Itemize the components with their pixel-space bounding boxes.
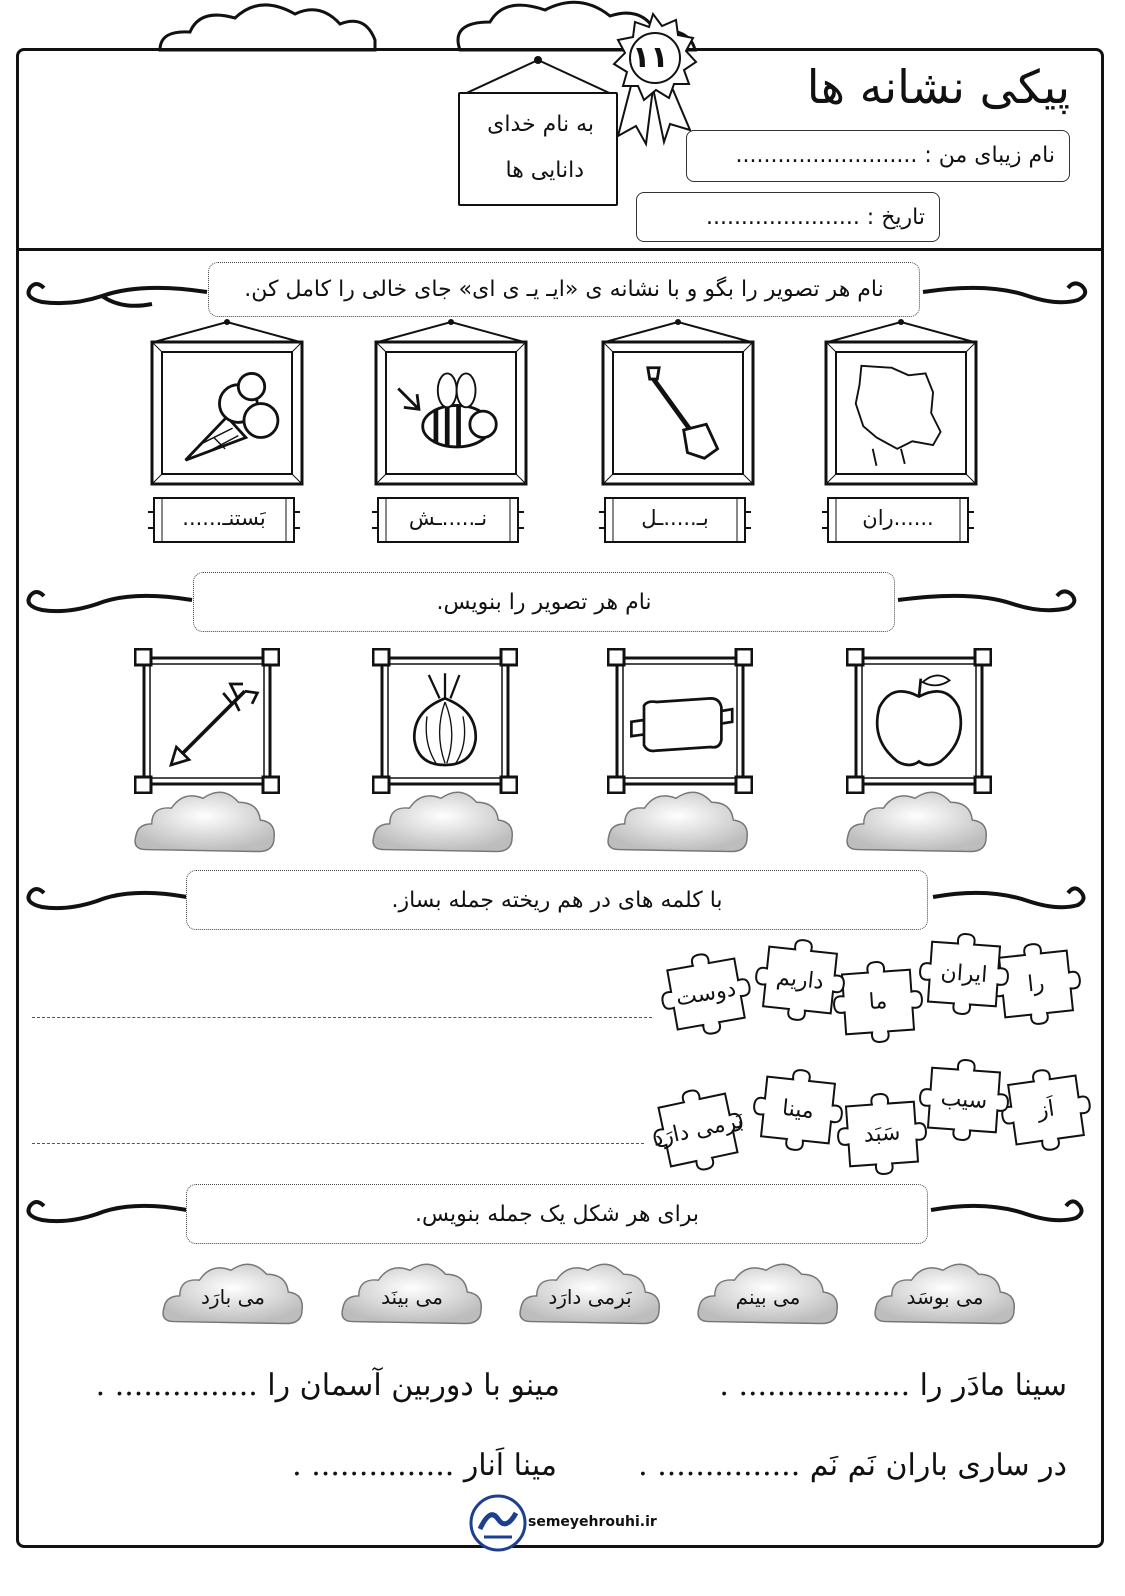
map-iran-icon — [831, 347, 971, 479]
verb-cloud — [339, 1252, 485, 1328]
verb-cloud — [872, 1252, 1018, 1328]
sentence-1: سینا مادَر را .................. . — [719, 1368, 1067, 1403]
left-swirl-3 — [22, 885, 190, 925]
left-swirl-1 — [22, 280, 212, 320]
word-plank[interactable] — [372, 494, 524, 546]
answer-cloud[interactable] — [844, 780, 990, 856]
garlic-icon — [382, 656, 508, 784]
sentence-2: مینو با دوربین آسمان را ............... . — [95, 1368, 560, 1403]
puzzle-word: داریم — [775, 965, 825, 995]
right-swirl-1 — [918, 280, 1088, 320]
left-swirl-2 — [22, 588, 197, 628]
bee-icon — [381, 347, 521, 479]
site-logo-icon — [468, 1493, 528, 1553]
right-swirl-3 — [928, 885, 1088, 925]
picture-hanger — [601, 318, 755, 342]
website-url[interactable]: semeyehrouhi.ir — [528, 1514, 657, 1530]
name-label: نام زیبای من : .......................... — [735, 143, 1055, 168]
answer-line-2[interactable] — [32, 1143, 644, 1144]
word-puzzle-piece[interactable] — [915, 927, 1013, 1021]
page-title: پیکی نشانه ها — [806, 60, 1070, 114]
sign-line-2: دانایی ها — [505, 158, 584, 183]
plank-blank-word: نـ.....ـش — [408, 506, 488, 530]
answer-line-1[interactable] — [32, 1017, 652, 1018]
sign-line-1: به نام خدای — [487, 112, 594, 137]
word-puzzle-piece[interactable] — [915, 1053, 1013, 1147]
hanging-sign — [458, 92, 618, 206]
section-2-instruction: نام هر تصویر را بنویس. — [193, 572, 895, 632]
date-field[interactable] — [636, 192, 940, 242]
answer-cloud[interactable] — [132, 780, 278, 856]
plank-blank-word: بَستنـ...... — [182, 506, 266, 530]
puzzle-word: دوست — [674, 976, 738, 1012]
puzzle-word: مینا — [780, 1095, 816, 1125]
shovel-icon — [608, 347, 748, 479]
left-swirl-4 — [22, 1198, 190, 1238]
section-1-instruction: نام هر تصویر را بگو و با نشانه ی «ایـ یـ ی ای» جای خالی را کامل کن. — [208, 262, 920, 317]
answer-cloud[interactable] — [605, 780, 751, 856]
puzzle-word: ما — [867, 988, 889, 1016]
right-swirl-4 — [926, 1198, 1086, 1238]
sentence-3: در ساری باران نَم نَم ............... . — [638, 1448, 1067, 1483]
word-plank[interactable] — [822, 494, 974, 546]
section-4-instruction: برای هر شکل یک جمله بنویس. — [186, 1184, 928, 1244]
tray-icon — [617, 656, 743, 784]
picture-hanger — [374, 318, 528, 342]
word-puzzle-piece[interactable] — [748, 1061, 849, 1158]
puzzle-word: را — [1026, 970, 1046, 998]
ribbon-badge-icon — [598, 8, 708, 148]
arrow-icon — [144, 656, 270, 784]
puzzle-word: اَز — [1035, 1096, 1057, 1124]
verb-word: می بینَد — [381, 1285, 443, 1310]
word-puzzle-piece[interactable] — [833, 1087, 931, 1181]
picture-hanger — [824, 318, 978, 342]
picture-hanger — [150, 318, 304, 342]
header-divider — [16, 248, 1104, 251]
word-puzzle-piece[interactable] — [644, 1077, 752, 1182]
verb-word: می بینم — [735, 1285, 801, 1310]
verb-cloud — [517, 1252, 663, 1328]
badge-number: ۱۱ — [632, 40, 669, 75]
word-puzzle-piece[interactable] — [653, 943, 759, 1046]
puzzle-word: سیب — [939, 1085, 989, 1115]
plank-blank-word: ......ران — [862, 506, 934, 530]
apple-icon — [856, 656, 982, 784]
plank-blank-word: بـ.....ـل — [641, 506, 709, 530]
word-plank[interactable] — [599, 494, 751, 546]
verb-word: می بوسَد — [906, 1285, 984, 1310]
word-plank[interactable] — [148, 494, 300, 546]
answer-cloud[interactable] — [370, 780, 516, 856]
verb-word: بَرمی دارَد — [548, 1285, 632, 1310]
sentence-4: مینا اَنار ............... . — [292, 1448, 557, 1483]
verb-cloud — [160, 1252, 306, 1328]
word-puzzle-piece[interactable] — [750, 931, 851, 1028]
puzzle-word: بَرمی دارَد — [650, 1108, 746, 1152]
right-swirl-2 — [893, 588, 1083, 628]
verb-word: می بارَد — [201, 1285, 265, 1310]
name-field[interactable] — [686, 130, 1070, 182]
puzzle-word: ایران — [939, 959, 989, 989]
date-label: تاریخ : ...................... — [705, 205, 925, 230]
section-3-instruction: با کلمه های در هم ریخته جمله بساز. — [186, 870, 928, 930]
verb-cloud — [695, 1252, 841, 1328]
ice-cream-icon — [157, 347, 297, 479]
puzzle-word: سَبَد — [862, 1120, 902, 1148]
